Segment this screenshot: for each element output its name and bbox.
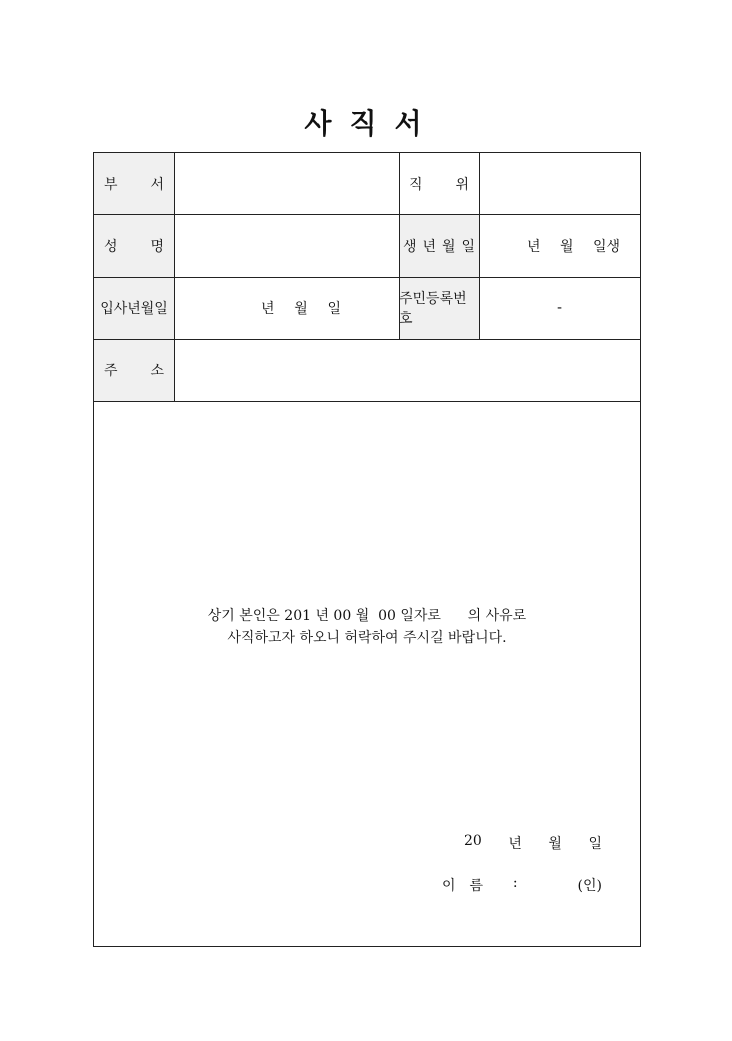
dept-field[interactable] bbox=[174, 153, 399, 214]
statement-line-2: 사직하고자 하오니 허락하여 주시길 바랍니다. bbox=[227, 630, 507, 646]
resignation-statement bbox=[94, 605, 640, 649]
name-label: 성 명 bbox=[94, 214, 174, 277]
column-divider bbox=[399, 153, 400, 339]
hire-date-label: 입사년월일 bbox=[94, 277, 174, 339]
submission-date: 20 년 월 일 bbox=[464, 833, 602, 852]
resignation-form bbox=[93, 152, 641, 947]
dept-label: 부 서 bbox=[94, 153, 174, 214]
resident-id-field[interactable]: - bbox=[556, 300, 563, 316]
statement-line-1: 상기 본인은 201 년 00 월 00 일자로 의 사유로 bbox=[207, 608, 527, 624]
row-divider bbox=[94, 339, 640, 340]
row-divider bbox=[94, 277, 640, 278]
birth-label: 생 년 월 일 bbox=[399, 214, 479, 277]
address-label: 주 소 bbox=[94, 339, 174, 401]
position-field[interactable] bbox=[479, 153, 640, 214]
seal-mark[interactable]: (인) bbox=[577, 878, 602, 894]
column-divider bbox=[174, 153, 175, 401]
name-field[interactable] bbox=[174, 214, 399, 277]
position-label: 직 위 bbox=[399, 153, 479, 214]
hire-date-field[interactable]: 년 월 일 bbox=[261, 301, 341, 317]
row-divider bbox=[94, 401, 640, 402]
column-divider bbox=[479, 153, 480, 339]
row-divider bbox=[94, 214, 640, 215]
resident-id-label: 주민등록번호 bbox=[399, 277, 479, 339]
signature-line: 이 름 : (인) bbox=[442, 875, 602, 894]
document-title: 사 직 서 bbox=[304, 107, 428, 140]
birth-field[interactable]: 년 월 일생 bbox=[527, 238, 620, 255]
address-field[interactable] bbox=[174, 339, 640, 401]
